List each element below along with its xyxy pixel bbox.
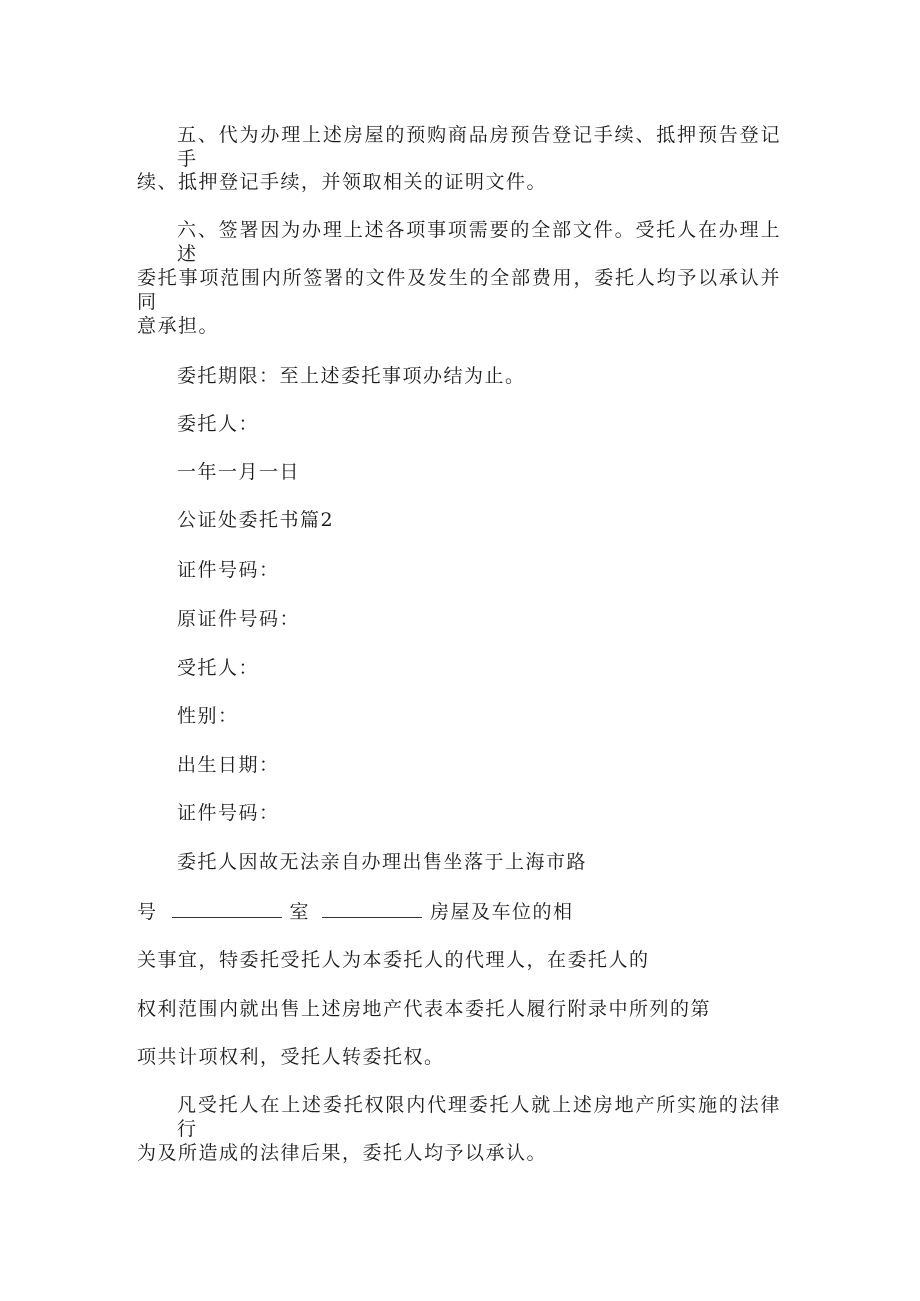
gender-label: 性别：: [177, 705, 239, 727]
id-number-label: 证件号码：: [177, 559, 280, 581]
paragraph-5-line-1: 五、代为办理上述房屋的预购商品房预告登记手续、抵押预告登记手: [177, 124, 781, 170]
term-line: 委托期限：至上述委托事项办结为止。: [177, 365, 526, 387]
id-number-label-2: 证件号码：: [177, 802, 280, 824]
birth-date-label: 出生日期：: [177, 754, 280, 776]
body-line-2-part-b: 室: [289, 901, 311, 923]
body-line-5: 项共计项权利，受托人转委托权。: [137, 1046, 445, 1068]
body-line-4: 权利范围内就出售上述房地产代表本委托人履行附录中所列的第: [137, 998, 712, 1020]
blank-field-1: [172, 899, 282, 918]
closing-paragraph-line-2: 为及所造成的法律后果，委托人均予以承认。: [137, 1142, 548, 1164]
paragraph-6-line-2: 委托事项范围内所签署的文件及发生的全部费用，委托人均予以承认并同: [137, 267, 781, 313]
body-line-2-part-a: 号: [137, 901, 158, 923]
body-line-1: 委托人因故无法亲自办理出售坐落于上海市路: [177, 851, 588, 873]
closing-paragraph-line-1: 凡受托人在上述委托权限内代理委托人就上述房地产所实施的法律行: [177, 1094, 781, 1140]
body-line-2: [137, 899, 574, 924]
paragraph-6-line-3: 意承担。: [137, 315, 220, 337]
body-line-2-part-c: 房屋及车位的相: [430, 901, 574, 923]
blank-field-2: [322, 899, 422, 918]
agent-label: 受托人：: [177, 657, 260, 679]
body-line-3: 关事宜，特委托受托人为本委托人的代理人，在委托人的: [137, 949, 650, 971]
principal-label: 委托人：: [177, 413, 260, 435]
paragraph-5-line-2: 续、抵押登记手续，并领取相关的证明文件。: [137, 171, 548, 193]
section-heading: 公证处委托书篇2: [177, 509, 335, 531]
date-line: 一年一月一日: [177, 461, 301, 483]
paragraph-6-line-1: 六、签署因为办理上述各项事项需要的全部文件。受托人在办理上述: [177, 219, 781, 265]
original-id-number-label: 原证件号码：: [177, 608, 301, 630]
